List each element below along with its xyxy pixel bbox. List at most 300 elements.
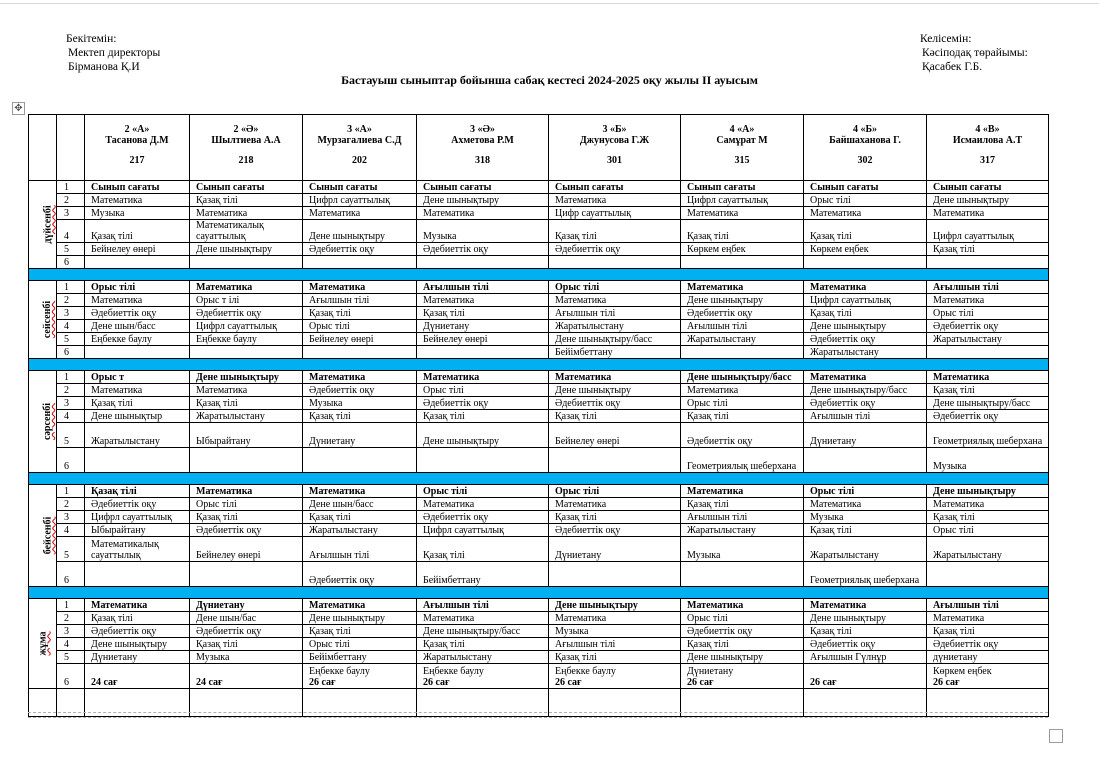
lesson-cell (417, 194, 549, 207)
lesson-cell (417, 423, 549, 448)
weekly-hours-total: 26 сағ (423, 677, 450, 688)
lesson-cell (927, 243, 1049, 256)
lesson-cell (303, 333, 417, 346)
lesson-cell (85, 371, 190, 384)
weekly-hours-total: 26 сағ (810, 677, 837, 688)
lesson-cell (190, 194, 303, 207)
lesson-row (29, 384, 1049, 397)
lesson-cell (417, 397, 549, 410)
lesson-cell (190, 243, 303, 256)
lesson-number: 4 (57, 220, 85, 243)
subject-text: Математика (309, 282, 366, 293)
lesson-cell (417, 220, 549, 243)
subject-text: Жаратылыстану (423, 652, 492, 663)
lesson-cell (681, 307, 804, 320)
lesson-cell (417, 498, 549, 511)
subject-text: Әдебиеттік оқу (91, 626, 157, 637)
lesson-cell (804, 625, 927, 638)
lesson-cell (804, 612, 927, 625)
lesson-cell (190, 511, 303, 524)
lesson-cell (804, 485, 927, 498)
lesson-cell (303, 410, 417, 423)
subject-text: Математика (91, 600, 148, 611)
lesson-cell (804, 562, 927, 587)
lesson-row (29, 207, 1049, 220)
move-handle-icon[interactable]: ✥ (12, 102, 25, 115)
lesson-cell (681, 333, 804, 346)
subject-text: Бейімбеттану (309, 652, 367, 663)
lesson-number: 4 (57, 320, 85, 333)
subject-text: Математика (196, 486, 253, 497)
lesson-cell (549, 220, 681, 243)
lesson-number: 6 (57, 562, 85, 587)
lesson-cell (804, 256, 927, 269)
subject-text: Цифрл сауаттылық (933, 231, 1014, 242)
subject-text: Орыс тілі (933, 308, 974, 319)
subject-text: Еңбекке баулу (309, 666, 370, 677)
subject-text: Дене шын/бас (196, 613, 257, 624)
lesson-number: 2 (57, 194, 85, 207)
weekly-hours-total: 24 сағ (196, 677, 223, 688)
subject-text: Жаратылыстану (933, 550, 1002, 561)
lesson-cell (804, 194, 927, 207)
subject-text: Цифрл сауаттылық (309, 195, 390, 206)
lesson-cell (85, 498, 190, 511)
lesson-cell (190, 448, 303, 473)
subject-text: Дене шынықтыру/басс (810, 385, 908, 396)
class-header-cell (303, 115, 417, 181)
lesson-cell (190, 207, 303, 220)
lesson-cell (85, 194, 190, 207)
subject-text: Жаратылыстану (687, 334, 756, 345)
lesson-number: 5 (57, 537, 85, 562)
day-cell (29, 485, 57, 587)
subject-text: Дене шынықтыру/басс (423, 626, 521, 637)
lesson-row (29, 410, 1049, 423)
lesson-cell (681, 638, 804, 651)
lesson-cell (804, 498, 927, 511)
lesson-cell (190, 307, 303, 320)
lesson-cell (804, 397, 927, 410)
day-separator-row (29, 587, 1049, 599)
class-name: 2 «Ә» (233, 124, 259, 135)
lesson-cell (549, 612, 681, 625)
lesson-cell (804, 320, 927, 333)
lesson-cell (549, 524, 681, 537)
lesson-cell (85, 664, 190, 689)
agreement-label: Келісемін: (920, 33, 972, 45)
subject-text: Дүниетану (555, 550, 602, 561)
subject-text: Математика (555, 295, 607, 306)
lesson-cell (303, 562, 417, 587)
subject-text: Әдебиеттік оқу (555, 525, 621, 536)
subject-text: Бейімбеттану (555, 347, 613, 358)
subject-text: Жаратылыстану (810, 347, 879, 358)
lesson-cell (549, 651, 681, 664)
subject-text: Әдебиеттік оқу (91, 499, 157, 510)
lesson-cell (927, 194, 1049, 207)
subject-text: Еңбекке баулу (555, 666, 616, 677)
lesson-cell (549, 638, 681, 651)
lesson-cell (85, 320, 190, 333)
lesson-cell (549, 485, 681, 498)
subject-text: Дене шынықтыру (810, 613, 886, 624)
lesson-row (29, 498, 1049, 511)
lesson-cell (681, 243, 804, 256)
subject-text: Математика (933, 208, 985, 219)
subject-text: Орыс тілі (687, 398, 728, 409)
lesson-row (29, 256, 1049, 269)
subject-text: Дене шынықтыру (423, 436, 499, 447)
day-separator (29, 269, 1049, 281)
subject-text: Әдебиеттік оқу (423, 512, 489, 523)
lesson-row (29, 243, 1049, 256)
class-name: 4 «В» (975, 124, 1000, 135)
subject-text: Жаратылыстану (555, 321, 624, 332)
lesson-cell (303, 651, 417, 664)
subject-text: Қазақ тілі (309, 626, 351, 637)
class-header-cell (190, 115, 303, 181)
lesson-cell (927, 524, 1049, 537)
subject-text: Музыка (555, 626, 589, 637)
lesson-cell (927, 448, 1049, 473)
lesson-cell (549, 320, 681, 333)
lesson-cell (681, 625, 804, 638)
subject-text: Математикалық сауаттылық (196, 220, 264, 242)
lesson-number: 6 (57, 346, 85, 359)
lesson-row (29, 612, 1049, 625)
lesson-cell (190, 371, 303, 384)
dashed-guide-line (28, 712, 1048, 713)
lesson-number: 6 (57, 448, 85, 473)
subject-text: Қазақ тілі (933, 512, 975, 523)
subject-text: Қазақ тілі (309, 512, 351, 523)
subject-text: Цифрл сауаттылық (423, 525, 504, 536)
subject-text: Геометриялық шеберхана (933, 436, 1043, 447)
class-header-cell (927, 115, 1049, 181)
subject-text: Ағылшын тілі (309, 295, 370, 306)
subject-text: Ағылшын тілі (423, 282, 489, 293)
lesson-cell (927, 423, 1049, 448)
subject-text: Көркем еңбек (933, 666, 992, 677)
lesson-cell (303, 664, 417, 689)
class-room: 218 (238, 155, 254, 166)
subject-text: Орыс т (91, 372, 124, 383)
day-cell (29, 371, 57, 473)
subject-text: Ағылшын тілі (933, 282, 999, 293)
subject-text: Сынып сағаты (423, 182, 492, 193)
approval-block (66, 32, 160, 74)
subject-text: Геометриялық шеберхана (687, 461, 797, 472)
lesson-cell (190, 220, 303, 243)
lesson-cell (681, 194, 804, 207)
lesson-cell (681, 294, 804, 307)
subject-text: Жаратылыстану (309, 525, 378, 536)
subject-text: Ағылшын тілі (555, 308, 616, 319)
subject-text: Қазақ тілі (687, 639, 729, 650)
subject-text: Математика (555, 372, 612, 383)
subject-text: Орыс тілі (309, 639, 350, 650)
lesson-cell (85, 612, 190, 625)
subject-text: Орыс тілі (555, 486, 600, 497)
lesson-cell (85, 220, 190, 243)
lesson-cell (303, 220, 417, 243)
subject-text: Дүниетану (423, 321, 470, 332)
lesson-row (29, 281, 1049, 294)
subject-text: Ағылшын тілі (423, 600, 489, 611)
lesson-row (29, 664, 1049, 689)
lesson-number: 5 (57, 423, 85, 448)
subject-text: Математика (196, 282, 253, 293)
lesson-cell (190, 537, 303, 562)
lesson-row (29, 485, 1049, 498)
subject-text: Дүниетану (196, 600, 245, 611)
subject-text: Ағылшын тілі (687, 512, 748, 523)
subject-text: Орыс т ілі (196, 295, 240, 306)
lesson-cell (804, 537, 927, 562)
lesson-row (29, 511, 1049, 524)
lesson-cell (681, 651, 804, 664)
lesson-cell (85, 562, 190, 587)
lesson-cell (927, 498, 1049, 511)
lesson-number: 4 (57, 638, 85, 651)
lesson-cell (417, 524, 549, 537)
subject-text: Цифрл сауаттылық (91, 512, 172, 523)
lesson-cell (303, 256, 417, 269)
lesson-cell (927, 281, 1049, 294)
lesson-cell (417, 371, 549, 384)
lesson-cell (190, 562, 303, 587)
subject-text: Дене шынықтыру (91, 639, 167, 650)
lesson-cell (549, 207, 681, 220)
resize-handle-icon[interactable] (1049, 729, 1063, 743)
lesson-cell (927, 371, 1049, 384)
subject-text: Музыка (91, 208, 125, 219)
subject-text: Әдебиеттік оқу (933, 411, 999, 422)
lesson-cell (927, 346, 1049, 359)
lesson-cell (190, 281, 303, 294)
subject-text: Қазақ тілі (810, 308, 852, 319)
lesson-cell (85, 294, 190, 307)
lesson-number: 2 (57, 294, 85, 307)
day-cell (29, 181, 57, 269)
subject-text: Қазақ тілі (196, 398, 238, 409)
lesson-cell (417, 333, 549, 346)
subject-text: Қазақ тілі (91, 486, 137, 497)
lesson-cell (927, 320, 1049, 333)
subject-text: Музыка (810, 512, 844, 523)
lesson-row (29, 599, 1049, 612)
lesson-cell (681, 562, 804, 587)
lesson-cell (85, 181, 190, 194)
lesson-cell (549, 256, 681, 269)
subject-text: Цифр сауаттылық (555, 208, 632, 219)
lesson-cell (927, 294, 1049, 307)
lesson-number: 6 (57, 256, 85, 269)
lesson-number: 2 (57, 498, 85, 511)
lesson-cell (681, 346, 804, 359)
lesson-cell (190, 651, 303, 664)
lesson-number: 1 (57, 281, 85, 294)
subject-text: Әдебиеттік оқу (91, 308, 157, 319)
subject-text: Математика (91, 295, 143, 306)
lesson-cell (927, 537, 1049, 562)
lesson-cell (85, 346, 190, 359)
class-teacher: Байшаханова Г. (829, 135, 901, 146)
class-teacher: Тасанова Д.М (105, 135, 169, 146)
lesson-cell (190, 256, 303, 269)
approval-position: Мектеп директоры (68, 47, 161, 59)
lesson-cell (681, 612, 804, 625)
subject-text: Сынып сағаты (309, 182, 378, 193)
subject-text: Қазақ тілі (687, 499, 729, 510)
lesson-cell (927, 638, 1049, 651)
subject-text: Қазақ тілі (423, 550, 465, 561)
lesson-row (29, 562, 1049, 587)
lesson-number: 3 (57, 307, 85, 320)
lesson-cell (549, 498, 681, 511)
subject-text: Математика (196, 385, 248, 396)
subject-text: Сынып сағаты (933, 182, 1002, 193)
class-header-cell (549, 115, 681, 181)
subject-text: Сынып сағаты (810, 182, 879, 193)
subject-text: Сынып сағаты (687, 182, 756, 193)
subject-text: Дене шынықтыру (933, 195, 1009, 206)
subject-text: Дене шынықтыру (933, 486, 1016, 497)
lesson-row (29, 448, 1049, 473)
lesson-cell (190, 423, 303, 448)
lesson-cell (85, 256, 190, 269)
subject-text: Еңбекке баулу (423, 666, 484, 677)
subject-text: Математика (810, 499, 862, 510)
class-header-row (29, 115, 1049, 181)
subject-text: Қазақ тілі (423, 639, 465, 650)
subject-text: Ыбырайтану (196, 436, 251, 447)
subject-text: Дене шынықтыру (687, 652, 763, 663)
lesson-cell (804, 448, 927, 473)
subject-text: Жаратылыстану (196, 411, 265, 422)
lesson-cell (549, 537, 681, 562)
lesson-cell (417, 307, 549, 320)
lesson-cell (549, 181, 681, 194)
subject-text: Әдебиеттік оқу (555, 398, 621, 409)
lesson-cell (681, 410, 804, 423)
class-name: 3 «Б» (602, 124, 627, 135)
class-room: 317 (980, 155, 995, 166)
lesson-cell (927, 220, 1049, 243)
lesson-cell (549, 194, 681, 207)
lesson-number: 4 (57, 410, 85, 423)
class-name: 2 «А» (124, 124, 150, 135)
lesson-cell (549, 599, 681, 612)
lesson-cell (804, 243, 927, 256)
lesson-cell (190, 384, 303, 397)
page-title: Бастауыш сыныптар бойынша сабақ кестесі 2024-2025 оқу жылы ІІ ауысым (341, 73, 758, 87)
lesson-row (29, 346, 1049, 359)
lesson-cell (804, 423, 927, 448)
agreement-name: Қасабек Г.Б. (922, 61, 983, 73)
subject-text: Қазақ тілі (555, 512, 597, 523)
lesson-cell (417, 537, 549, 562)
lesson-cell (303, 194, 417, 207)
lesson-cell (85, 384, 190, 397)
class-teacher: Джунусова Г.Ж (579, 135, 650, 146)
lesson-row (29, 307, 1049, 320)
subject-text: Орыс тілі (91, 282, 136, 293)
subject-text: Орыс тілі (933, 525, 974, 536)
lesson-cell (681, 256, 804, 269)
lesson-cell (804, 410, 927, 423)
lesson-cell (681, 181, 804, 194)
subject-text: Әдебиеттік оқу (687, 436, 753, 447)
class-name: 4 «А» (729, 124, 755, 135)
subject-text: Әдебиеттік оқу (933, 321, 999, 332)
lesson-cell (681, 423, 804, 448)
lesson-number: 3 (57, 397, 85, 410)
class-teacher: Мурзагалиева С.Д (317, 135, 402, 146)
lesson-cell (303, 307, 417, 320)
subject-text: Жаратылыстану (687, 525, 756, 536)
lesson-cell (804, 384, 927, 397)
lesson-cell (804, 651, 927, 664)
subject-text: Дене шынықтыру (309, 613, 385, 624)
lesson-cell (85, 537, 190, 562)
class-teacher: Самұрат М (716, 135, 768, 146)
lesson-row (29, 397, 1049, 410)
lesson-cell (681, 371, 804, 384)
lesson-cell (417, 562, 549, 587)
subject-text: Математика (309, 486, 366, 497)
lesson-cell (303, 281, 417, 294)
lesson-cell (85, 410, 190, 423)
lesson-cell (927, 181, 1049, 194)
lesson-cell (549, 423, 681, 448)
lesson-cell (417, 181, 549, 194)
subject-text: Математика (423, 613, 475, 624)
lesson-cell (549, 625, 681, 638)
subject-text: Математика (933, 295, 985, 306)
subject-text: Математика (687, 385, 739, 396)
lesson-cell (190, 294, 303, 307)
approval-label: Бекітемін: (66, 33, 117, 45)
lesson-cell (303, 346, 417, 359)
subject-text: Әдебиеттік оқу (309, 575, 375, 586)
subject-text: Математика (91, 385, 143, 396)
lesson-number: 1 (57, 485, 85, 498)
class-name: 3 «Ә» (470, 124, 495, 135)
lesson-cell (190, 320, 303, 333)
lesson-number: 1 (57, 599, 85, 612)
subject-text: Цифрл сауаттылық (687, 195, 768, 206)
day-name: сейсенбі (42, 300, 54, 339)
lesson-row (29, 651, 1049, 664)
subject-text: Сынып сағаты (555, 182, 624, 193)
weekly-hours-total: 26 сағ (309, 677, 336, 688)
subject-text: Қазақ тілі (91, 613, 133, 624)
lesson-cell (927, 397, 1049, 410)
subject-text: Сынып сағаты (196, 182, 265, 193)
subject-text: Бейнелеу өнері (196, 550, 261, 561)
lesson-cell (85, 524, 190, 537)
lesson-row (29, 625, 1049, 638)
subject-text: Жаратылыстану (91, 436, 160, 447)
class-teacher: Ахметова Р.М (451, 135, 514, 146)
subject-text: Математика (687, 486, 744, 497)
lesson-cell (303, 371, 417, 384)
class-header-cell (85, 115, 190, 181)
lesson-number: 1 (57, 371, 85, 384)
subject-text: Қазақ тілі (196, 512, 238, 523)
